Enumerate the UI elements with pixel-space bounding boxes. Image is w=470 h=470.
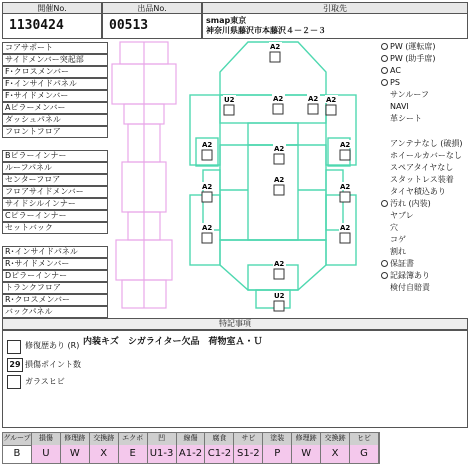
equipment-label: アンテナなし (破損) <box>390 139 463 148</box>
frame-part-row: R･サイドメンバー <box>2 258 108 270</box>
repair-history-label: 修復歴あり (R) <box>25 341 80 350</box>
pickup-name: smap東京 <box>206 16 247 25</box>
frame-part-row: R･クロスメンバー <box>2 294 108 306</box>
grade-value-cell: W <box>61 445 90 463</box>
equipment-label: スタットレス装着 <box>390 175 454 184</box>
grade-value-cell: C1-2 <box>205 445 234 463</box>
damage-tag: A2 <box>202 224 213 232</box>
damage-tag: A2 <box>273 95 284 103</box>
grade-value-cell: X <box>321 445 350 463</box>
damage-box <box>274 185 284 195</box>
check-circle-icon <box>381 236 388 243</box>
damage-tag: A2 <box>326 96 337 104</box>
frame-part-row: バックパネル <box>2 306 108 318</box>
equipment-item <box>380 258 466 270</box>
check-circle-icon <box>381 224 388 231</box>
equipment-item <box>380 89 466 101</box>
grade-value-cell: E <box>119 445 148 463</box>
equipment-label: 革シート <box>390 114 422 123</box>
damage-markers <box>201 42 352 311</box>
lot-no: 00513 <box>102 13 202 39</box>
frame-outline <box>112 42 176 308</box>
damage-box <box>202 192 212 202</box>
glass-crack-label: ガラスヒビ <box>25 377 65 386</box>
damage-tag: A2 <box>340 224 351 232</box>
notes-panel <box>2 330 468 428</box>
vehicle-damage-diagram <box>108 40 378 315</box>
damage-tag: A2 <box>202 183 213 191</box>
frame-part-row: R･インサイドパネル <box>2 246 108 258</box>
equipment-label: 割れ <box>390 247 406 256</box>
damage-box <box>274 154 284 164</box>
grade-value-cell: B <box>3 445 32 463</box>
equipment-item <box>380 222 466 234</box>
pickup-address: 神奈川県藤沢市本藤沢４－２－３ <box>206 26 326 35</box>
frame-part-row: Dピラーインナー <box>2 270 108 282</box>
damage-tag: A2 <box>274 176 285 184</box>
damage-box <box>202 233 212 243</box>
notes-title: 特記事項 <box>2 318 468 330</box>
check-circle-icon <box>381 152 388 159</box>
equipment-item <box>380 282 466 294</box>
equipment-label: 汚れ (内装) <box>390 199 431 208</box>
grade-value-cell: X <box>90 445 119 463</box>
equipment-item <box>380 65 466 77</box>
equipment-item <box>380 198 466 210</box>
equipment-label: サンルーフ <box>390 90 429 99</box>
damage-box <box>340 192 350 202</box>
grade-table <box>2 432 380 464</box>
pickup-address-block <box>202 13 468 39</box>
equipment-item <box>380 270 466 282</box>
check-circle-icon <box>381 272 388 279</box>
equipment-label: 記録簿あり <box>390 271 430 280</box>
equipment-item <box>380 162 466 174</box>
frame-part-row: F･サイドメンバー <box>2 90 108 102</box>
equipment-item <box>380 150 466 162</box>
frame-part-row: フロントフロア <box>2 126 108 138</box>
damage-box <box>202 150 212 160</box>
frame-part-row: Bピラーインナー <box>2 150 108 162</box>
equipment-label: ヤブレ <box>390 211 414 220</box>
grade-header-cell: エクボ <box>119 433 148 445</box>
grade-header-cell: グループ <box>3 433 32 445</box>
damage-box <box>224 105 234 115</box>
grade-value-cell: W <box>292 445 321 463</box>
damage-points-label: 損傷ポイント数 <box>25 360 81 369</box>
glass-crack-checkbox[interactable] <box>7 375 21 389</box>
grade-header-cell: 交換跡 <box>321 433 350 445</box>
damage-box <box>273 104 283 114</box>
frame-part-row: セットバック <box>2 222 108 234</box>
grade-header-cell: 凹 <box>148 433 177 445</box>
damage-tag: A2 <box>340 183 351 191</box>
damage-tag: A2 <box>308 95 319 103</box>
grade-header-cell: 交換跡 <box>90 433 119 445</box>
damage-tag: A2 <box>202 141 213 149</box>
equipment-label: PW (運転席) <box>390 42 436 51</box>
damage-box <box>340 233 350 243</box>
frame-part-row: ルーフパネル <box>2 162 108 174</box>
check-circle-icon <box>381 79 388 86</box>
frame-part-row: コアサポート <box>2 42 108 54</box>
damage-box <box>326 105 336 115</box>
frame-part-row: サイドシルインナー <box>2 198 108 210</box>
damage-box <box>270 52 280 62</box>
equipment-label: 検付自賠責 <box>390 283 430 292</box>
check-circle-icon <box>381 212 388 219</box>
equipment-label: NAVI <box>390 102 409 111</box>
damage-points-value: 29 <box>7 358 23 372</box>
grade-header-cell: ヒビ <box>350 433 379 445</box>
equipment-label: 保証書 <box>390 259 414 268</box>
check-circle-icon <box>381 67 388 74</box>
frame-part-row: センターフロア <box>2 174 108 186</box>
frame-part-row: フロアサイドメンバー <box>2 186 108 198</box>
check-circle-icon <box>381 91 388 98</box>
grade-value-cell: S1-2 <box>234 445 263 463</box>
auction-no: 1130424 <box>2 13 102 39</box>
grade-value-cell: G <box>350 445 379 463</box>
equipment-label: PS <box>390 78 400 87</box>
frame-part-row: F･クロスメンバー <box>2 66 108 78</box>
grade-header-cell: 修理跡 <box>292 433 321 445</box>
grade-value-cell: A1-2 <box>177 445 206 463</box>
damage-box <box>340 150 350 160</box>
grade-value-cell: U1-3 <box>148 445 177 463</box>
check-circle-icon <box>381 115 388 122</box>
frame-part-row: F･インサイドパネル <box>2 78 108 90</box>
check-circle-icon <box>381 284 388 291</box>
damage-tag: A2 <box>270 43 281 51</box>
frame-part-row: トランクフロア <box>2 282 108 294</box>
damage-tag: A2 <box>274 145 285 153</box>
grade-header-cell: サビ <box>234 433 263 445</box>
check-circle-icon <box>381 200 388 207</box>
lot-no-label: 出品No. <box>102 2 202 14</box>
check-circle-icon <box>381 55 388 62</box>
equipment-label: コゲ <box>390 235 406 244</box>
check-circle-icon <box>381 248 388 255</box>
check-circle-icon <box>381 188 388 195</box>
check-circle-icon <box>381 103 388 110</box>
equipment-label: タイヤ積込あり <box>390 187 446 196</box>
repair-history-checkbox[interactable] <box>7 340 21 354</box>
equipment-label: 穴 <box>390 223 398 232</box>
equipment-item <box>380 234 466 246</box>
equipment-label: スペアタイヤなし <box>390 163 454 172</box>
notes-text: 内装キズ シガライター欠品 荷物室Ａ・Ｕ <box>83 337 263 347</box>
frame-part-row: Aピラーメンバー <box>2 102 108 114</box>
grade-header-cell: 損傷 <box>32 433 61 445</box>
grade-header-cell: 腐食 <box>205 433 234 445</box>
damage-tag: U2 <box>224 96 235 104</box>
grade-header-cell: 修理跡 <box>61 433 90 445</box>
equipment-item <box>380 53 466 65</box>
equipment-item <box>380 101 466 113</box>
damage-box <box>274 301 284 311</box>
equipment-item <box>380 113 466 125</box>
check-circle-icon <box>381 260 388 267</box>
equipment-item <box>380 186 466 198</box>
damage-box <box>308 104 318 114</box>
grade-value-cell: U <box>32 445 61 463</box>
equipment-item <box>380 174 466 186</box>
damage-tag: U2 <box>274 292 285 300</box>
auction-no-label: 開催No. <box>2 2 102 14</box>
check-circle-icon <box>381 164 388 171</box>
damage-tag: A2 <box>274 260 285 268</box>
check-circle-icon <box>381 43 388 50</box>
damage-box <box>274 269 284 279</box>
equipment-item <box>380 41 466 53</box>
grade-header-cell: 塗装 <box>263 433 292 445</box>
grade-header-cell: 線傷 <box>177 433 206 445</box>
damage-tag: A2 <box>340 141 351 149</box>
equipment-label: ホイールカバーなし <box>390 151 462 160</box>
equipment-item <box>380 210 466 222</box>
frame-part-row: ダッシュパネル <box>2 114 108 126</box>
equipment-label: PW (助手席) <box>390 54 436 63</box>
grade-value-cell: P <box>263 445 292 463</box>
check-circle-icon <box>381 140 388 147</box>
equipment-item <box>380 138 466 150</box>
check-circle-icon <box>381 176 388 183</box>
pickup-label: 引取先 <box>202 2 468 14</box>
equipment-label: AC <box>390 66 401 75</box>
equipment-item <box>380 246 466 258</box>
frame-part-row: サイドメンバー突起部 <box>2 54 108 66</box>
equipment-item <box>380 77 466 89</box>
frame-part-row: Cピラーインナー <box>2 210 108 222</box>
